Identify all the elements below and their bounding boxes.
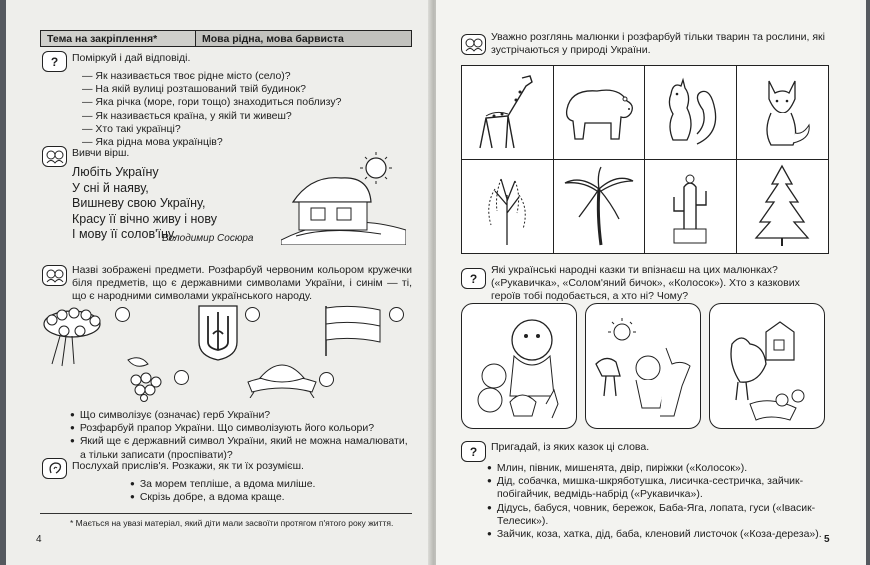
poem (72, 165, 217, 243)
poem-instruction: Вивчи вірш. (72, 147, 130, 159)
children-icon (42, 265, 67, 286)
poem-author: Володимир Сосюра (162, 233, 254, 244)
think-questions (82, 70, 341, 149)
question-line: — Як називається твоє рідне місто (село)? (82, 70, 291, 82)
fox-picture[interactable] (737, 66, 829, 160)
question-icon: ? (461, 441, 486, 462)
fir-tree-picture[interactable] (737, 160, 829, 254)
viburnum-illustration (118, 354, 174, 402)
bullet-item: ● Розфарбуй прапор України. Що символізують його кольори? (66, 422, 412, 435)
cactus-picture[interactable] (645, 160, 737, 254)
children-icon (461, 34, 486, 55)
question-line: — Хто такі українці? (82, 122, 181, 135)
house-illustration (281, 150, 406, 245)
animals-instruction: Уважно розглянь малюнки і розфарбуй тільки тварин та рослини, які зустрічаються у природі України. (491, 31, 825, 57)
footnote: * Мається на увазі матеріал, який діти мали засвоїти протягом п'ятого року життя. (70, 518, 394, 528)
animals-plants-grid (461, 65, 829, 254)
proverbs-instruction: Послухай прислів'я. Розкажи, як ти їх розумієш. (72, 460, 304, 472)
children-icon (42, 146, 67, 167)
poem-line: Вишневу свою Україну, (72, 196, 206, 210)
question-line: — На якій вулиці розташований твій будинок? (82, 83, 306, 96)
color-circle-checkbox[interactable] (319, 372, 334, 387)
topic-label: Тема на закріплення* (41, 31, 196, 46)
symbols-instruction: Назві зображені предмети. Розфарбуй червоним кольором кружечки біля предметів, що є державними символами України, і синім — ті, що є народними символами українського народу. (72, 264, 412, 303)
words-instruction: Пригадай, із яких казок ці слова. (491, 441, 650, 453)
color-circle-checkbox[interactable] (389, 307, 404, 322)
words-list (483, 462, 833, 541)
palm-picture[interactable] (554, 160, 646, 254)
wreath-illustration (40, 306, 110, 368)
flag-illustration (322, 304, 384, 358)
question-line: — Яка річка (море, гори тощо) знаходиться поблизу? (82, 96, 342, 109)
page-number: 4 (36, 534, 42, 545)
tale-words-item: ● Дід, собачка, мишка-шкряботушка, лисичка-сестричка, зайчик-побігайчик, ведмідь-набрід («Рукавичка»). (483, 475, 833, 501)
ear-icon (42, 458, 67, 479)
tale-words-item: ● Дідусь, бабуся, човник, бережок, Баба-Яга, лопата, гуси («Івасик-Телесик»). (483, 502, 833, 528)
proverb-item: ● Скрізь добре, а вдома краще. (126, 491, 315, 504)
color-circle-checkbox[interactable] (174, 370, 189, 385)
footnote-divider (40, 513, 412, 514)
proverb-item: ● За морем тепліше, а вдома миліше. (126, 478, 315, 491)
birch-picture[interactable] (462, 160, 554, 254)
left-page (6, 0, 433, 565)
color-circle-checkbox[interactable] (115, 307, 130, 322)
bear-picture[interactable] (554, 66, 646, 160)
tale-picture-rukavychka[interactable] (461, 303, 577, 429)
tale-words-item: ● Млин, півник, мишенята, двір, пиріжки («Колосок»). (483, 462, 833, 475)
poem-line: Любіть Україну (72, 165, 159, 179)
squirrel-picture[interactable] (645, 66, 737, 160)
tale-words-item: ● Зайчик, коза, хатка, дід, баба, кленовий листочок («Коза-дереза»). (483, 528, 833, 541)
question-icon: ? (42, 51, 67, 72)
poem-line: Красу її вічно живу і нову (72, 211, 217, 226)
right-page (436, 0, 866, 565)
page-number: 5 (824, 534, 830, 545)
poem-line: У сні й наяву, (72, 180, 149, 195)
symbols-questions (66, 409, 412, 462)
giraffe-picture[interactable] (462, 66, 554, 160)
tale-picture-kolosok[interactable] (709, 303, 825, 429)
question-icon: ? (461, 268, 486, 289)
tale-picture-solomianyi-bychok[interactable] (585, 303, 701, 429)
topic-title: Мова рідна, мова барвиста (196, 31, 411, 46)
coat-of-arms-illustration (197, 304, 239, 362)
color-circle-checkbox[interactable] (245, 307, 260, 322)
think-instruction: Поміркуй і дай відповіді. (72, 52, 191, 64)
topic-header (40, 30, 412, 47)
tales-instruction: Які українські народні казки ти впізнаєш на цих малюнках? («Рукавичка», «Солом'яний бичок», «Колосок»). Хто з казкових героїв тобі подобається, а хто ні? Чому? (491, 264, 800, 303)
poem-line: І мову її солов'їну. (72, 227, 177, 241)
bullet-item: ● Який ще є державний символ України, який не можна намалювати, а тільки записати (проспівати)? (66, 435, 412, 461)
proverbs-list (126, 478, 315, 504)
korovai-illustration (246, 356, 318, 398)
question-line: — Як називається країна, у якій ти живеш? (82, 109, 292, 122)
bullet-item: ● Що символізує (означає) герб України? (66, 409, 412, 422)
question-line: — Яка рідна мова українців? (82, 136, 223, 149)
